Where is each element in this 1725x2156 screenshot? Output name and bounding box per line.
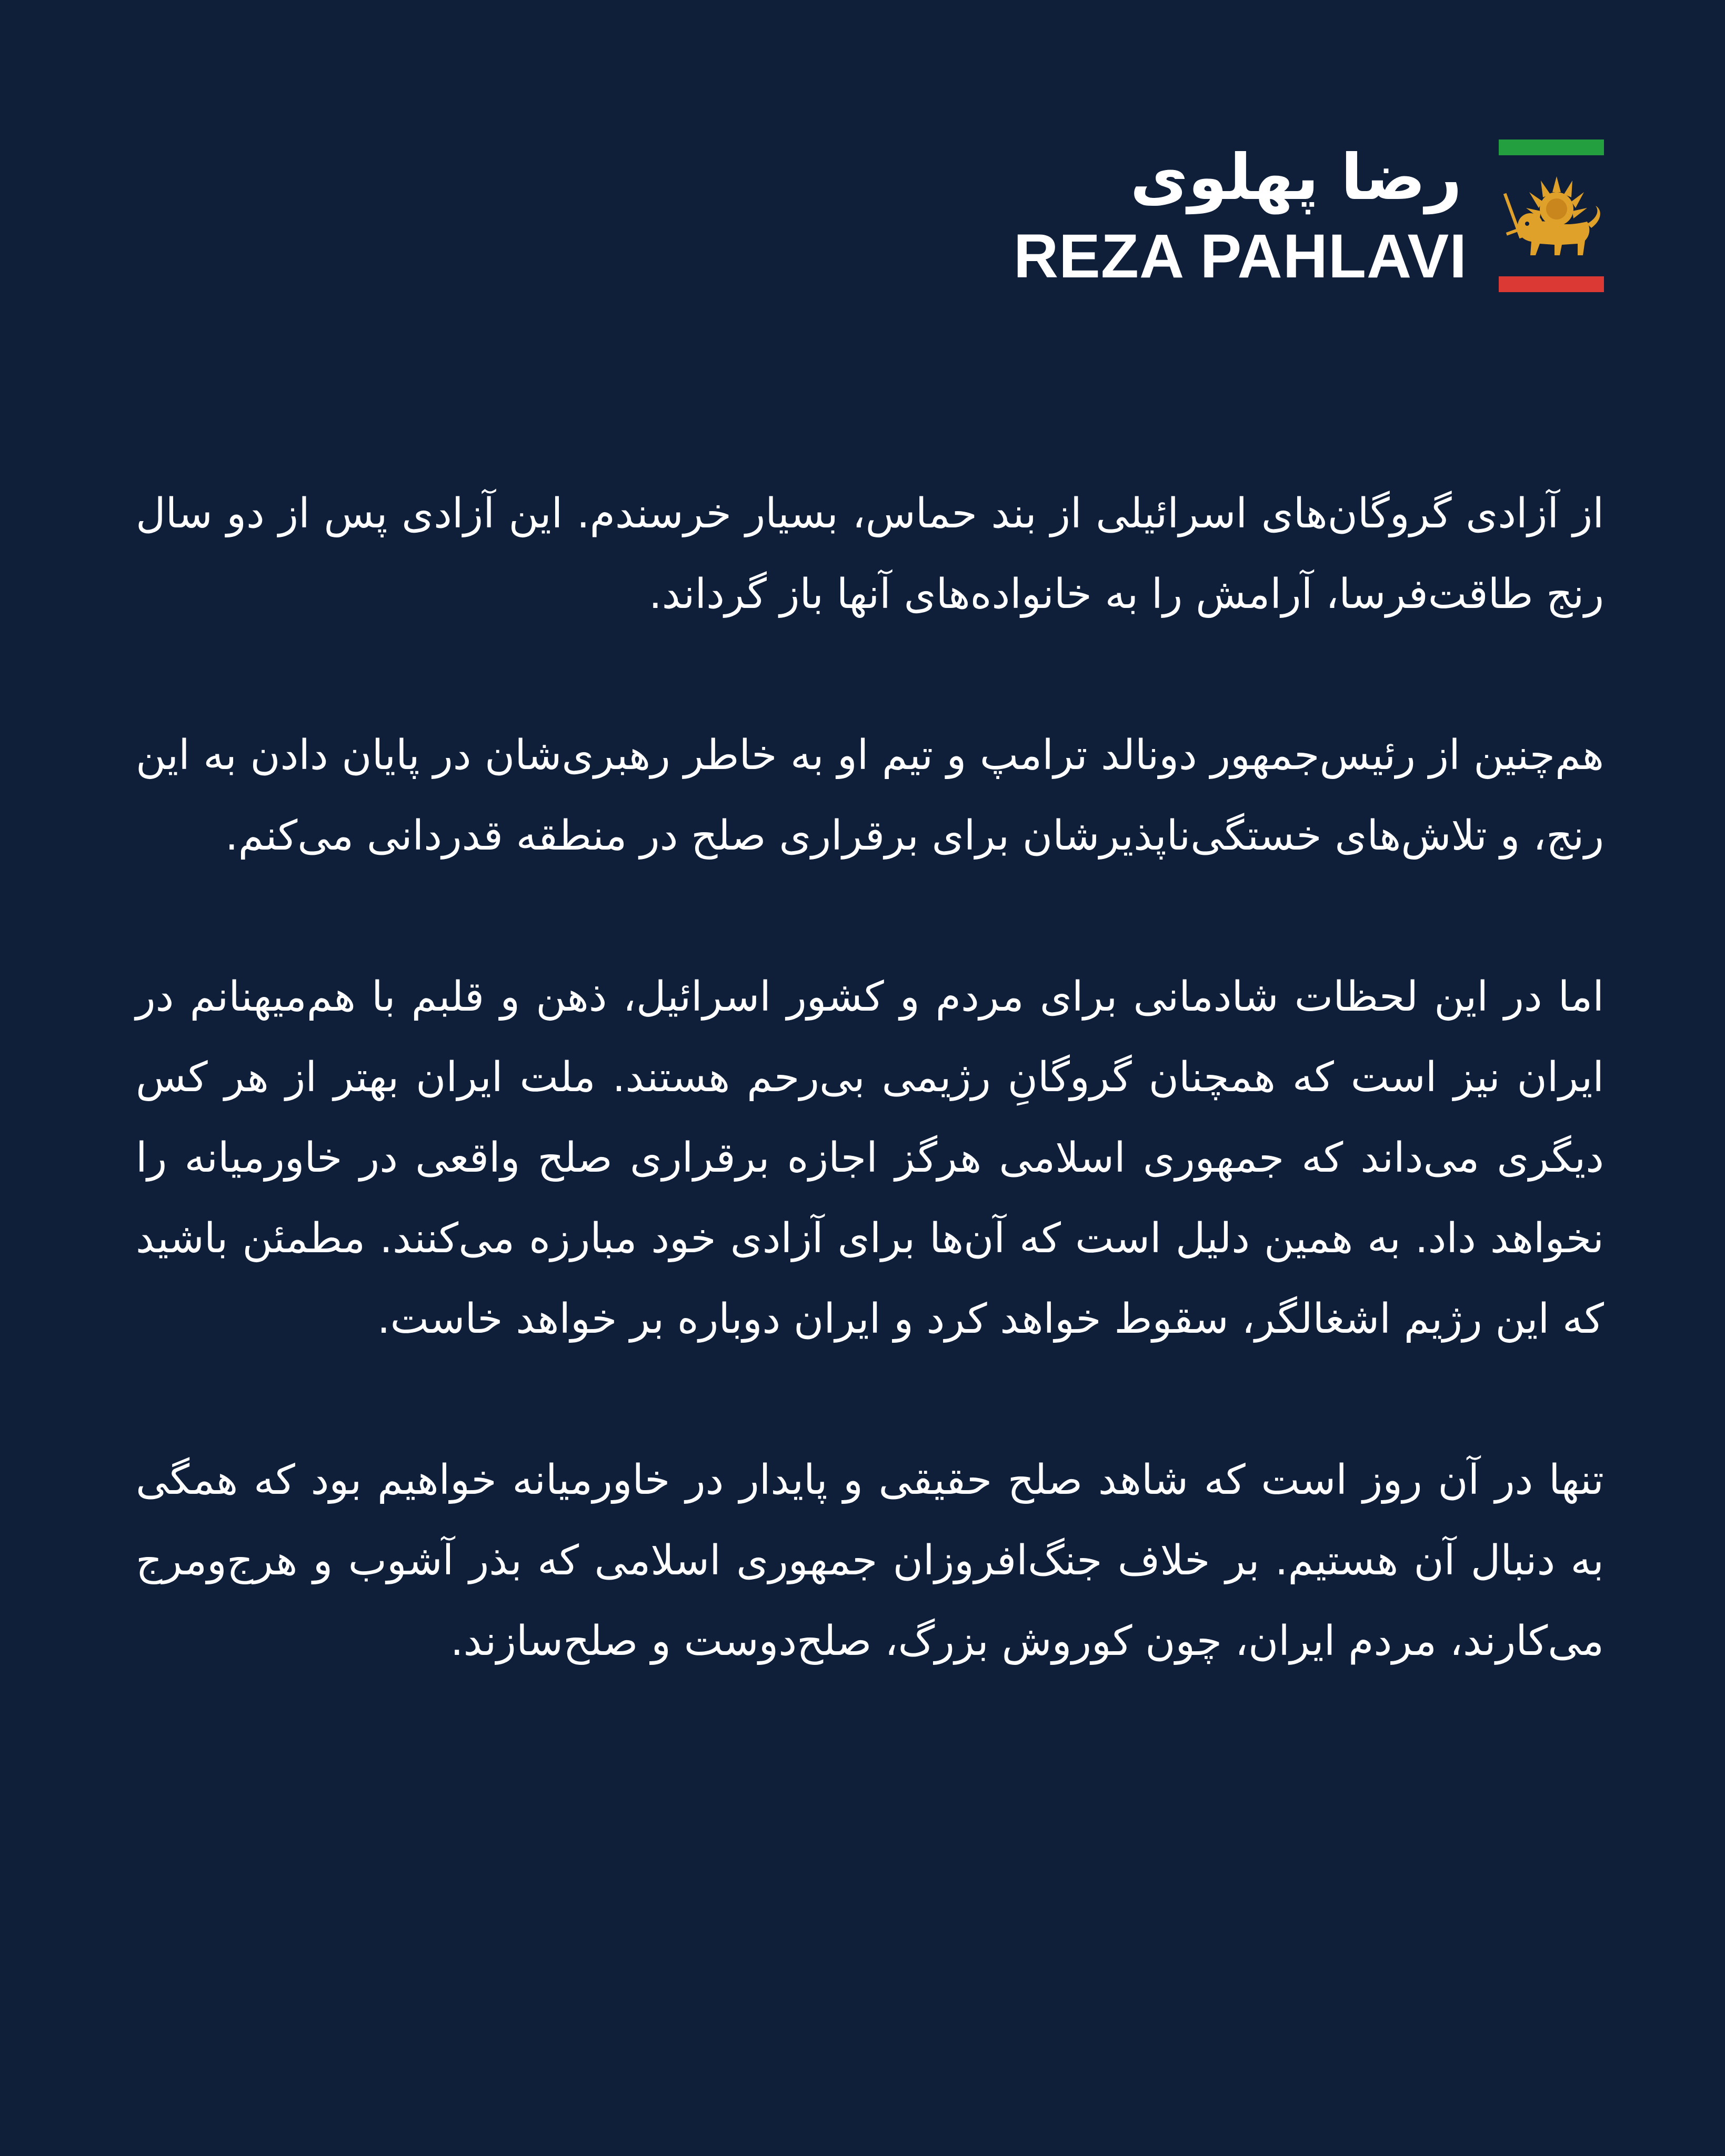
statement-paragraph: از آزادی گروگان‌های اسرائیلی از بند حماس، بسیار خرسندم. این آزادی پس از دو سال رنج طاقت‌فرسا، آرامش را به خانواده‌های آنها باز گرداند. — [136, 490, 1604, 618]
statement-body — [136, 474, 1604, 1682]
name-persian: رضا پهلوی — [1130, 141, 1462, 214]
statement-paragraph: اما در این لحظات شادمانی برای مردم و کشور اسرائیل، ذهن و قلبم با هم‌میهنانم در ایران نیز است که همچنان گروگانِ رژیمی بی‌رحم هستند. ملت ایران بهتر از هر کس دیگری می‌داند که جمهوری اسلامی هرگز اجازه برقراری صلح واقعی در خاورمیانه را نخواهد داد. به همین دلیل است که آن‌ها برای آزادی خود مبارزه می‌کنند. مطمئن باشید که این رژیم اشغالگر، سقوط خواهد کرد و ایران دوباره بر خواهد خاست. — [136, 973, 1604, 1343]
header-logo — [1014, 132, 1604, 300]
name-block — [1014, 138, 1467, 293]
statement-paragraph: هم‌چنین از رئیس‌جمهور دونالد ترامپ و تیم او به خاطر رهبری‌شان در پایان دادن به این رنج، و تلاش‌های خستگی‌ناپذیرشان برای برقراری صلح در منطقه قدردانی می‌کنم. — [136, 732, 1604, 860]
flag-red-bar — [1499, 276, 1604, 292]
statement-paragraph: تنها در آن روز است که شاهد صلح حقیقی و پایدار در خاورمیانه خواهیم بود که همگی به دنبال آن هستیم. بر خلاف جنگ‌افروزان جمهوری اسلامی که بذر آشوب و هرج‌ومرج می‌کارند، مردم ایران، چون کوروش بزرگ، صلح‌دوست و صلح‌سازند. — [136, 1456, 1604, 1665]
flag-green-bar — [1499, 139, 1604, 155]
lion-and-sun-emblem-icon — [1499, 171, 1604, 261]
emblem — [1499, 134, 1604, 297]
name-english: REZA PAHLAVI — [1013, 222, 1467, 291]
